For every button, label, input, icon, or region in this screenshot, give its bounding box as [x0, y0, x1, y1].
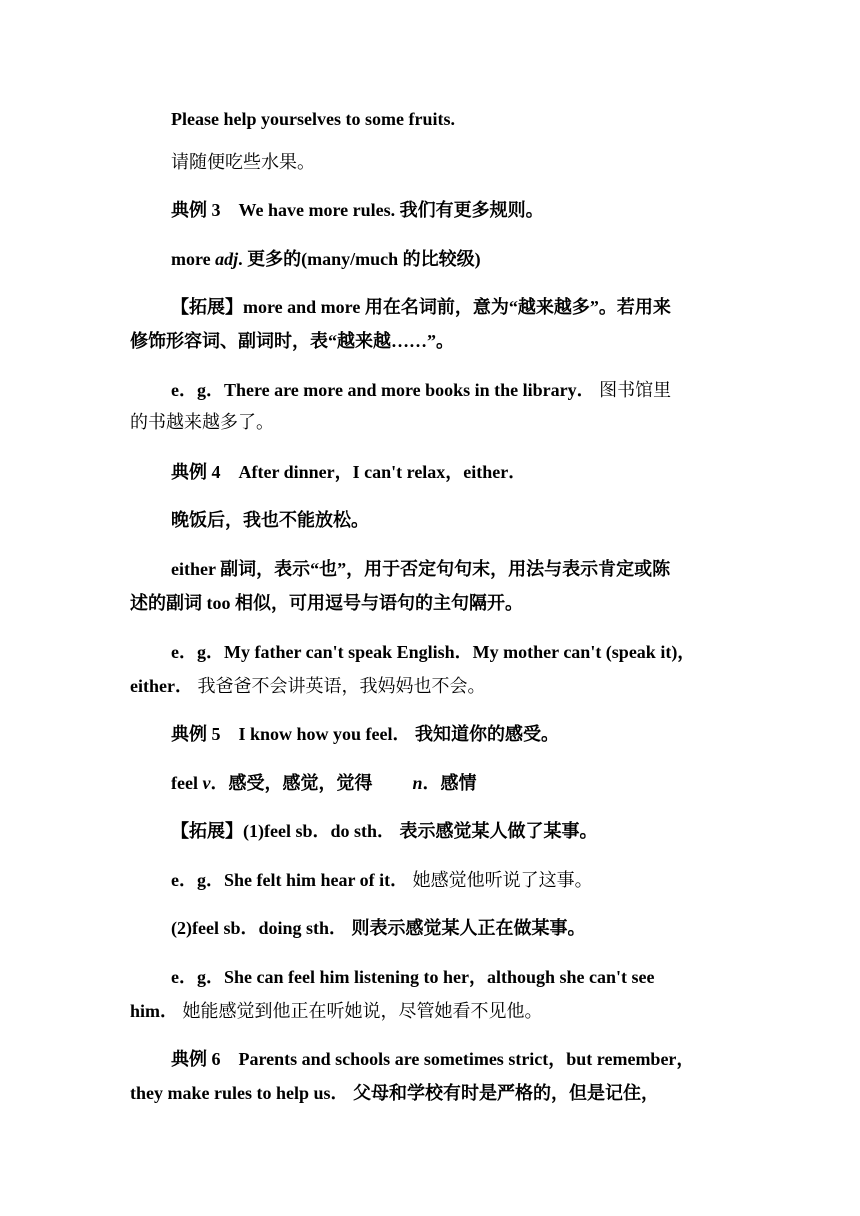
- example-3: [171, 199, 544, 221]
- vocab-word: feel: [171, 773, 198, 793]
- extension-note: [171, 296, 671, 318]
- example-usage: [171, 869, 593, 892]
- note-text: 修饰形容词、副词时，表“越来越……”。: [130, 331, 454, 351]
- chinese-text: 请随便吃些水果。: [171, 152, 315, 173]
- english-text: e．g．She can feel him listening to her，although she can't see: [171, 967, 655, 987]
- example-usage-cont: [130, 412, 274, 434]
- definition: . 更多的(many/much 的比较级): [238, 249, 481, 269]
- english-text: (1)feel sb．do sth．: [243, 821, 395, 841]
- chinese-text: 表示感觉某人做了某事。: [399, 821, 598, 841]
- english-text: I know how you feel．: [238, 724, 411, 744]
- chinese-text: 她感觉他听说了这事。: [412, 870, 593, 891]
- vocab-more: [171, 248, 481, 270]
- english-text: (2)feel sb．doing sth．: [171, 918, 348, 938]
- note-text: 述的副词 too 相似，可用逗号与语句的主句隔开。: [130, 593, 523, 613]
- example-sentence: [171, 108, 455, 130]
- part-of-speech: n: [412, 773, 423, 793]
- english-text: Please help yourselves to some fruits.: [171, 109, 455, 129]
- part-of-speech: v: [202, 773, 211, 793]
- example-label: 典例 4: [171, 462, 221, 482]
- chinese-text: 晚饭后，我也不能放松。: [171, 510, 369, 530]
- part-of-speech: adj: [215, 249, 239, 269]
- chinese-text: 她能感觉到他正在听她说，尽管她看不见他。: [182, 1001, 543, 1022]
- english-text: After dinner，I can't relax，either．: [238, 462, 527, 482]
- note-text: more and more 用在名词前，意为“越来越多”。若用来: [243, 297, 671, 317]
- definition: ．感情: [422, 773, 477, 793]
- example-5: [171, 723, 559, 745]
- extension-tag: 【拓展】: [171, 297, 243, 317]
- english-text: Parents and schools are sometimes strict，but remember，: [238, 1049, 695, 1069]
- example-6-cont: [130, 1082, 659, 1104]
- english-text: e．g．My father can't speak English．My mother can't (speak it)，: [171, 642, 696, 662]
- example-usage: [171, 379, 671, 402]
- example-usage: [171, 966, 655, 988]
- english-text: e．g．She felt him hear of it．: [171, 870, 409, 890]
- english-text: they make rules to help us．: [130, 1083, 349, 1103]
- example-6: [171, 1048, 694, 1070]
- example-label: 典例 5: [171, 724, 221, 744]
- english-text: e．g．There are more and more books in the library．: [171, 380, 595, 400]
- extension-tag: 【拓展】: [171, 821, 243, 841]
- example-usage-cont: [130, 675, 485, 698]
- chinese-text: 图书馆里: [599, 380, 672, 401]
- chinese-text: 则表示感觉某人正在做某事。: [351, 918, 586, 938]
- chinese-text: 我知道你的感受。: [415, 724, 560, 744]
- vocab-word: more: [171, 249, 211, 269]
- extension-note: [171, 820, 598, 842]
- vocab-either: [171, 558, 670, 580]
- example-usage-cont: [130, 1000, 543, 1023]
- translation: [171, 509, 369, 531]
- english-text: him．: [130, 1001, 179, 1021]
- vocab-either-cont: [130, 592, 523, 614]
- english-text: either．: [130, 676, 193, 696]
- chinese-text: 父母和学校有时是严格的，但是记住，: [353, 1083, 660, 1103]
- definition: ．感受，感觉，觉得: [210, 773, 373, 793]
- extension-note-cont: [130, 330, 454, 352]
- chinese-text: 我们有更多规则。: [399, 200, 544, 220]
- example-label: 典例 3: [171, 200, 221, 220]
- extension-note: [171, 917, 586, 939]
- chinese-text: 我爸爸不会讲英语，我妈妈也不会。: [197, 676, 486, 697]
- vocab-feel: [171, 772, 477, 794]
- english-text: We have more rules.: [238, 200, 396, 220]
- example-label: 典例 6: [171, 1049, 221, 1069]
- note-text: either 副词，表示“也”，用于否定句句末，用法与表示肯定或陈: [171, 559, 671, 579]
- example-usage: [171, 641, 695, 663]
- example-4: [171, 461, 526, 483]
- translation: [171, 152, 315, 174]
- chinese-text: 的书越来越多了。: [130, 412, 274, 433]
